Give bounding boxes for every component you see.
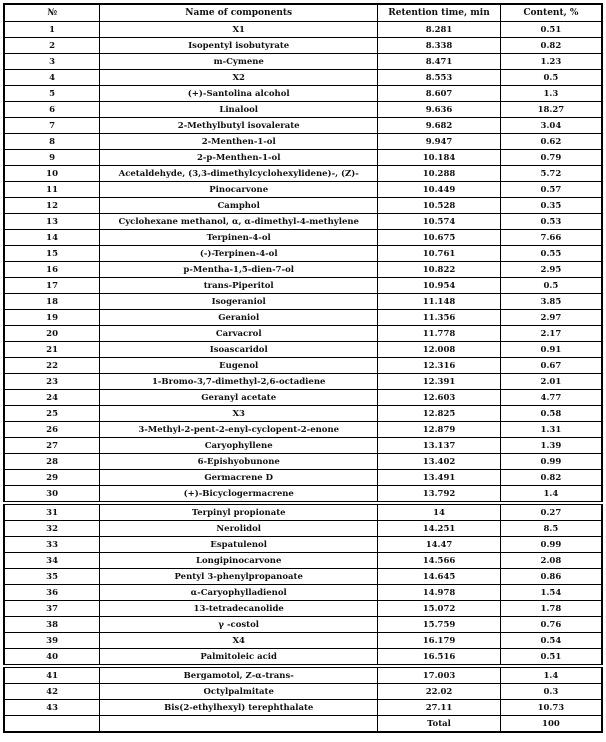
table-row [4, 134, 602, 150]
content-percent-cell: 0.67 [500, 358, 602, 374]
total-name-cell [100, 716, 378, 733]
content-percent-cell: 0.82 [500, 38, 602, 54]
content-percent-cell: 10.73 [500, 700, 602, 716]
table-row [4, 198, 602, 214]
component-name-cell: Espatulenol [100, 537, 378, 553]
table-row [4, 166, 602, 182]
row-number-cell: 16 [4, 262, 100, 278]
row-number-cell: 19 [4, 310, 100, 326]
row-number-cell: 14 [4, 230, 100, 246]
component-name-cell: 1-Bromo-3,7-dimethyl-2,6-octadiene [100, 374, 378, 390]
component-name-cell: Isoascaridol [100, 342, 378, 358]
content-percent-cell: 2.17 [500, 326, 602, 342]
table-row [4, 684, 602, 700]
row-number-cell: 20 [4, 326, 100, 342]
component-name-cell: Octylpalmitate [100, 684, 378, 700]
row-number-cell: 10 [4, 166, 100, 182]
retention-time-cell: 15.072 [378, 601, 501, 617]
component-name-cell: Eugenol [100, 358, 378, 374]
table-row [4, 230, 602, 246]
content-percent-cell: 1.31 [500, 422, 602, 438]
row-number-cell: 23 [4, 374, 100, 390]
component-name-cell: X2 [100, 70, 378, 86]
content-percent-cell: 1.39 [500, 438, 602, 454]
component-name-cell: Acetaldehyde, (3,3-dimethylcyclohexylidene)-, (Z)- [100, 166, 378, 182]
retention-time-cell: 12.391 [378, 374, 501, 390]
row-number-cell: 34 [4, 553, 100, 569]
table-row [4, 262, 602, 278]
table-row [4, 617, 602, 633]
retention-time-cell: 14.645 [378, 569, 501, 585]
row-number-cell: 3 [4, 54, 100, 70]
component-name-cell: Isogeraniol [100, 294, 378, 310]
table-footer [4, 716, 602, 733]
retention-time-cell: 10.184 [378, 150, 501, 166]
row-number-cell: 41 [4, 666, 100, 684]
retention-time-cell: 14 [378, 503, 501, 521]
row-number-cell: 35 [4, 569, 100, 585]
row-number-cell: 38 [4, 617, 100, 633]
row-number-cell: 7 [4, 118, 100, 134]
component-name-cell: (+)-Bicyclogermacrene [100, 486, 378, 504]
component-name-cell: Pentyl 3-phenylpropanoate [100, 569, 378, 585]
content-percent-cell: 0.86 [500, 569, 602, 585]
component-name-cell: 13-tetradecanolide [100, 601, 378, 617]
row-number-cell: 21 [4, 342, 100, 358]
row-number-cell: 22 [4, 358, 100, 374]
content-percent-cell: 0.99 [500, 454, 602, 470]
table-row [4, 102, 602, 118]
content-percent-cell: 0.54 [500, 633, 602, 649]
component-name-cell: X3 [100, 406, 378, 422]
table-row [4, 342, 602, 358]
component-name-cell: X1 [100, 22, 378, 38]
component-name-cell: Bis(2-ethylhexyl) terephthalate [100, 700, 378, 716]
table-row [4, 454, 602, 470]
table-row [4, 54, 602, 70]
retention-time-cell: 10.675 [378, 230, 501, 246]
retention-time-cell: 13.491 [378, 470, 501, 486]
table-row [4, 326, 602, 342]
content-percent-cell: 5.72 [500, 166, 602, 182]
content-percent-cell: 7.66 [500, 230, 602, 246]
total-label-cell: Total [378, 716, 501, 733]
header-content-percent: Content, % [500, 4, 602, 22]
content-percent-cell: 0.76 [500, 617, 602, 633]
components-table [3, 3, 603, 733]
content-percent-cell: 1.78 [500, 601, 602, 617]
table-row [4, 537, 602, 553]
component-name-cell: 2-Menthen-1-ol [100, 134, 378, 150]
content-percent-cell: 0.99 [500, 537, 602, 553]
content-percent-cell: 1.54 [500, 585, 602, 601]
retention-time-cell: 11.778 [378, 326, 501, 342]
content-percent-cell: 2.08 [500, 553, 602, 569]
table-row [4, 358, 602, 374]
retention-time-cell: 11.356 [378, 310, 501, 326]
retention-time-cell: 9.682 [378, 118, 501, 134]
content-percent-cell: 1.4 [500, 666, 602, 684]
retention-time-cell: 10.449 [378, 182, 501, 198]
component-name-cell: X4 [100, 633, 378, 649]
row-number-cell: 42 [4, 684, 100, 700]
retention-time-cell: 8.607 [378, 86, 501, 102]
component-name-cell: Germacrene D [100, 470, 378, 486]
table-row [4, 569, 602, 585]
content-percent-cell: 0.55 [500, 246, 602, 262]
header-retention-time: Retention time, min [378, 4, 501, 22]
table-row [4, 601, 602, 617]
row-number-cell: 5 [4, 86, 100, 102]
table-row [4, 390, 602, 406]
row-number-cell: 8 [4, 134, 100, 150]
table-row [4, 118, 602, 134]
total-number-cell [4, 716, 100, 733]
component-name-cell: Longipinocarvone [100, 553, 378, 569]
retention-time-cell: 17.003 [378, 666, 501, 684]
retention-time-cell: 10.954 [378, 278, 501, 294]
row-number-cell: 18 [4, 294, 100, 310]
row-number-cell: 40 [4, 649, 100, 667]
retention-time-cell: 14.566 [378, 553, 501, 569]
content-percent-cell: 3.04 [500, 118, 602, 134]
row-number-cell: 12 [4, 198, 100, 214]
retention-time-cell: 13.792 [378, 486, 501, 504]
retention-time-cell: 12.008 [378, 342, 501, 358]
retention-time-cell: 14.251 [378, 521, 501, 537]
content-percent-cell: 2.95 [500, 262, 602, 278]
table-row [4, 182, 602, 198]
retention-time-cell: 10.574 [378, 214, 501, 230]
content-percent-cell: 0.3 [500, 684, 602, 700]
retention-time-cell: 16.179 [378, 633, 501, 649]
content-percent-cell: 1.23 [500, 54, 602, 70]
row-number-cell: 27 [4, 438, 100, 454]
component-name-cell: m-Cymene [100, 54, 378, 70]
total-row [4, 716, 602, 733]
row-number-cell: 33 [4, 537, 100, 553]
component-name-cell: Caryophyllene [100, 438, 378, 454]
component-name-cell: Terpinyl propionate [100, 503, 378, 521]
content-percent-cell: 0.5 [500, 70, 602, 86]
content-percent-cell: 0.5 [500, 278, 602, 294]
component-name-cell: Carvacrol [100, 326, 378, 342]
component-name-cell: Nerolidol [100, 521, 378, 537]
row-number-cell: 28 [4, 454, 100, 470]
component-name-cell: Camphol [100, 198, 378, 214]
content-percent-cell: 0.27 [500, 503, 602, 521]
table-row [4, 470, 602, 486]
header-row [4, 4, 602, 22]
row-number-cell: 2 [4, 38, 100, 54]
retention-time-cell: 16.516 [378, 649, 501, 667]
content-percent-cell: 0.79 [500, 150, 602, 166]
component-name-cell: α-Caryophylladienol [100, 585, 378, 601]
content-percent-cell: 0.57 [500, 182, 602, 198]
header-name-of-components: Name of components [100, 4, 378, 22]
component-name-cell: 2-Methylbutyl isovalerate [100, 118, 378, 134]
component-name-cell: Bergamotol, Z-α-trans- [100, 666, 378, 684]
row-number-cell: 15 [4, 246, 100, 262]
content-percent-cell: 1.4 [500, 486, 602, 504]
content-percent-cell: 2.97 [500, 310, 602, 326]
table-row [4, 374, 602, 390]
content-percent-cell: 1.3 [500, 86, 602, 102]
row-number-cell: 39 [4, 633, 100, 649]
retention-time-cell: 22.02 [378, 684, 501, 700]
row-number-cell: 30 [4, 486, 100, 504]
row-number-cell: 37 [4, 601, 100, 617]
table-row [4, 553, 602, 569]
table-row [4, 649, 602, 667]
component-name-cell: Isopentyl isobutyrate [100, 38, 378, 54]
table-row [4, 22, 602, 38]
retention-time-cell: 9.636 [378, 102, 501, 118]
content-percent-cell: 4.77 [500, 390, 602, 406]
component-name-cell: 3-Methyl-2-pent-2-enyl-cyclopent-2-enone [100, 422, 378, 438]
component-name-cell: 2-p-Menthen-1-ol [100, 150, 378, 166]
content-percent-cell: 0.51 [500, 22, 602, 38]
component-name-cell: Geraniol [100, 310, 378, 326]
content-percent-cell: 0.35 [500, 198, 602, 214]
row-number-cell: 4 [4, 70, 100, 86]
row-number-cell: 25 [4, 406, 100, 422]
content-percent-cell: 0.51 [500, 649, 602, 667]
content-percent-cell: 0.62 [500, 134, 602, 150]
content-percent-cell: 18.27 [500, 102, 602, 118]
component-name-cell: Terpinen-4-ol [100, 230, 378, 246]
component-name-cell: Geranyl acetate [100, 390, 378, 406]
row-number-cell: 1 [4, 22, 100, 38]
content-percent-cell: 2.01 [500, 374, 602, 390]
table-row [4, 503, 602, 521]
retention-time-cell: 10.288 [378, 166, 501, 182]
row-number-cell: 11 [4, 182, 100, 198]
retention-time-cell: 11.148 [378, 294, 501, 310]
retention-time-cell: 14.47 [378, 537, 501, 553]
retention-time-cell: 8.281 [378, 22, 501, 38]
retention-time-cell: 10.528 [378, 198, 501, 214]
component-name-cell: (-)-Terpinen-4-ol [100, 246, 378, 262]
component-name-cell: Linalool [100, 102, 378, 118]
component-name-cell: trans-Piperitol [100, 278, 378, 294]
retention-time-cell: 10.822 [378, 262, 501, 278]
component-name-cell: Pinocarvone [100, 182, 378, 198]
row-number-cell: 29 [4, 470, 100, 486]
table-row [4, 422, 602, 438]
table-row [4, 585, 602, 601]
retention-time-cell: 12.825 [378, 406, 501, 422]
table-row [4, 38, 602, 54]
retention-time-cell: 12.879 [378, 422, 501, 438]
retention-time-cell: 15.759 [378, 617, 501, 633]
table-row [4, 633, 602, 649]
header-number: № [4, 4, 100, 22]
retention-time-cell: 13.402 [378, 454, 501, 470]
total-value-cell: 100 [500, 716, 602, 733]
row-number-cell: 36 [4, 585, 100, 601]
component-name-cell: Palmitoleic acid [100, 649, 378, 667]
content-percent-cell: 3.85 [500, 294, 602, 310]
row-number-cell: 24 [4, 390, 100, 406]
component-name-cell: 6-Epishyobunone [100, 454, 378, 470]
table-row [4, 278, 602, 294]
content-percent-cell: 0.91 [500, 342, 602, 358]
content-percent-cell: 0.82 [500, 470, 602, 486]
table-row [4, 521, 602, 537]
retention-time-cell: 14.978 [378, 585, 501, 601]
row-number-cell: 43 [4, 700, 100, 716]
table-row [4, 214, 602, 230]
retention-time-cell: 13.137 [378, 438, 501, 454]
retention-time-cell: 10.761 [378, 246, 501, 262]
table-row [4, 150, 602, 166]
table-header [4, 4, 602, 22]
table-row [4, 666, 602, 684]
table-body [4, 22, 602, 716]
table-row [4, 70, 602, 86]
retention-time-cell: 12.603 [378, 390, 501, 406]
table-row [4, 700, 602, 716]
table-row [4, 310, 602, 326]
retention-time-cell: 8.471 [378, 54, 501, 70]
table-row [4, 406, 602, 422]
table-row [4, 86, 602, 102]
table-row [4, 486, 602, 504]
retention-time-cell: 9.947 [378, 134, 501, 150]
component-name-cell: Cyclohexane methanol, α, α-dimethyl-4-methylene [100, 214, 378, 230]
component-name-cell: γ -costol [100, 617, 378, 633]
content-percent-cell: 0.58 [500, 406, 602, 422]
retention-time-cell: 8.338 [378, 38, 501, 54]
table-row [4, 294, 602, 310]
row-number-cell: 6 [4, 102, 100, 118]
retention-time-cell: 12.316 [378, 358, 501, 374]
content-percent-cell: 0.53 [500, 214, 602, 230]
row-number-cell: 26 [4, 422, 100, 438]
table-row [4, 246, 602, 262]
retention-time-cell: 8.553 [378, 70, 501, 86]
row-number-cell: 31 [4, 503, 100, 521]
row-number-cell: 17 [4, 278, 100, 294]
row-number-cell: 13 [4, 214, 100, 230]
table-row [4, 438, 602, 454]
row-number-cell: 32 [4, 521, 100, 537]
retention-time-cell: 27.11 [378, 700, 501, 716]
component-name-cell: p-Mentha-1,5-dien-7-ol [100, 262, 378, 278]
content-percent-cell: 8.5 [500, 521, 602, 537]
component-name-cell: (+)-Santolina alcohol [100, 86, 378, 102]
row-number-cell: 9 [4, 150, 100, 166]
